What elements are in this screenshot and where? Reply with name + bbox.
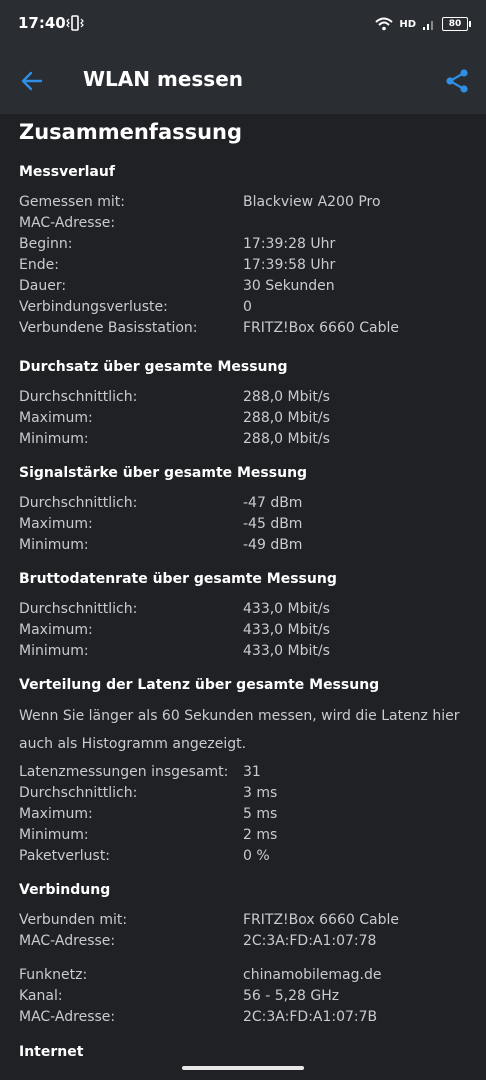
summary-heading: Zusammenfassung <box>19 120 243 144</box>
gesture-nav-bar[interactable] <box>182 1066 304 1070</box>
row-value: 288,0 Mbit/s <box>243 410 330 426</box>
signal-icon <box>422 17 436 31</box>
row-value: FRITZ!Box 6660 Cable <box>243 912 399 928</box>
row-value: 0 % <box>243 848 270 864</box>
row-value: 0 <box>243 299 252 315</box>
list-item <box>0 1009 486 1030</box>
row-value: 56 - 5,28 GHz <box>243 988 340 1004</box>
row-label: Maximum: <box>19 622 93 638</box>
row-label: Minimum: <box>19 827 89 843</box>
row-value: chinamobilemag.de <box>243 967 382 983</box>
status-icons <box>375 14 468 34</box>
row-label: MAC-Adresse: <box>19 933 116 949</box>
battery-icon <box>442 17 468 31</box>
row-label: Durchschnittlich: <box>19 495 138 511</box>
row-label: Verbindungsverluste: <box>19 299 168 315</box>
row-value: 433,0 Mbit/s <box>243 643 330 659</box>
section-title-latenz: Verteilung der Latenz über gesamte Messung <box>19 677 380 693</box>
list-item <box>0 643 486 664</box>
section-title-durchsatz: Durchsatz über gesamte Messung <box>19 359 288 375</box>
list-item <box>0 389 486 410</box>
back-arrow-icon[interactable] <box>20 69 44 93</box>
row-label: MAC-Adresse: <box>19 215 116 231</box>
list-item <box>0 933 486 954</box>
list-item <box>0 431 486 452</box>
row-label: Ende: <box>19 257 59 273</box>
row-value: 433,0 Mbit/s <box>243 622 330 638</box>
row-value: 5 ms <box>243 806 278 822</box>
row-label: Minimum: <box>19 537 89 553</box>
list-item <box>0 257 486 278</box>
row-value: 288,0 Mbit/s <box>243 431 330 447</box>
row-label: Dauer: <box>19 278 67 294</box>
row-label: Minimum: <box>19 431 89 447</box>
list-item <box>0 537 486 558</box>
row-value: 17:39:28 Uhr <box>243 236 336 252</box>
row-label: Verbundene Basisstation: <box>19 320 198 336</box>
status-time: 17:40 <box>18 14 66 32</box>
list-item <box>0 410 486 431</box>
section-title-brutto: Bruttodatenrate über gesamte Messung <box>19 571 337 587</box>
list-item <box>0 299 486 320</box>
list-item <box>0 516 486 537</box>
list-item <box>0 827 486 848</box>
row-value: 3 ms <box>243 785 278 801</box>
row-label: Beginn: <box>19 236 73 252</box>
row-value: 288,0 Mbit/s <box>243 389 330 405</box>
list-item <box>0 988 486 1009</box>
row-value: FRITZ!Box 6660 Cable <box>243 320 399 336</box>
list-item <box>0 764 486 785</box>
row-label: Kanal: <box>19 988 63 1004</box>
row-value: -49 dBm <box>243 537 303 553</box>
row-value: -47 dBm <box>243 495 303 511</box>
list-item <box>0 601 486 622</box>
page-title: WLAN messen <box>83 67 243 91</box>
row-label: Maximum: <box>19 516 93 532</box>
list-item <box>0 806 486 827</box>
section-title-verbindung: Verbindung <box>19 882 111 898</box>
row-label: Funknetz: <box>19 967 88 983</box>
wifi-icon <box>375 17 393 31</box>
list-item <box>0 278 486 299</box>
list-item <box>0 495 486 516</box>
network-type: HD <box>399 18 416 30</box>
row-value: 433,0 Mbit/s <box>243 601 330 617</box>
list-item <box>0 320 486 341</box>
list-item <box>0 785 486 806</box>
battery-level: 80 <box>448 19 462 29</box>
list-item <box>0 236 486 257</box>
row-label: Verbunden mit: <box>19 912 128 928</box>
latency-note: Wenn Sie länger als 60 Sekunden messen, wird die Latenz hier auch als Histogramm angezeigt. <box>19 708 460 752</box>
list-item <box>0 194 486 215</box>
row-label: Paketverlust: <box>19 848 111 864</box>
list-item <box>0 912 486 933</box>
row-label: Minimum: <box>19 643 89 659</box>
row-label: Durchschnittlich: <box>19 785 138 801</box>
list-item <box>0 215 486 236</box>
row-value: 2C:3A:FD:A1:07:78 <box>243 933 377 949</box>
summary-content[interactable] <box>0 114 486 1080</box>
list-item <box>0 848 486 869</box>
row-value: 2 ms <box>243 827 278 843</box>
row-value: 2C:3A:FD:A1:07:7B <box>243 1009 378 1025</box>
row-value: Blackview A200 Pro <box>243 194 381 210</box>
list-item <box>0 622 486 643</box>
app-bar <box>0 48 486 114</box>
row-label: Gemessen mit: <box>19 194 125 210</box>
row-label: Latenzmessungen insgesamt: <box>19 764 229 780</box>
row-label: Maximum: <box>19 806 93 822</box>
row-value: 17:39:58 Uhr <box>243 257 336 273</box>
row-label: Durchschnittlich: <box>19 389 138 405</box>
section-title-messverlauf: Messverlauf <box>19 164 115 180</box>
vibrate-icon <box>66 15 84 31</box>
section-title-internet: Internet <box>19 1044 84 1060</box>
row-value: -45 dBm <box>243 516 303 532</box>
row-value: 30 Sekunden <box>243 278 335 294</box>
status-bar <box>0 0 486 48</box>
section-title-signal: Signalstärke über gesamte Messung <box>19 465 308 481</box>
row-label: MAC-Adresse: <box>19 1009 116 1025</box>
row-label: Durchschnittlich: <box>19 601 138 617</box>
row-value: 31 <box>243 764 261 780</box>
row-label: Maximum: <box>19 410 93 426</box>
share-icon[interactable] <box>444 68 470 94</box>
list-item <box>0 967 486 988</box>
